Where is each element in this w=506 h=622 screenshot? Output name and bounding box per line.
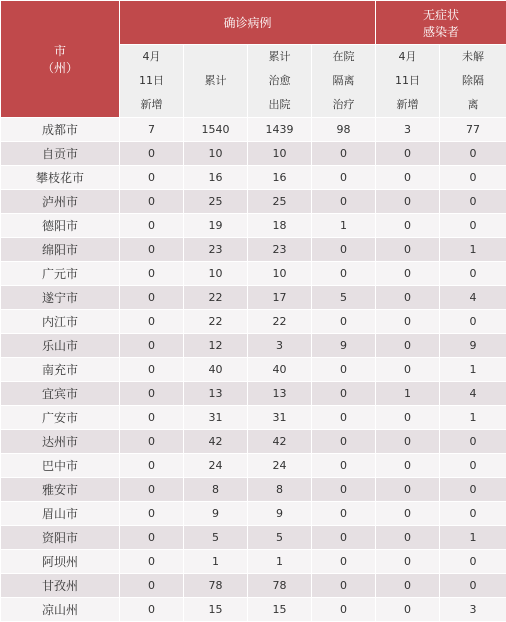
new-cases-cell: 0 [120,190,184,214]
city-header-sub: （州） [1,59,119,76]
col-header-asym-new-line2: 11日 [376,69,439,93]
col-header-cured-line2: 治愈 [248,69,311,93]
hospitalized-cell: 0 [312,382,376,406]
city-header-label: 市 [1,42,119,59]
cured-cell: 10 [248,142,312,166]
city-cell: 绵阳市 [1,238,120,262]
cured-cell: 9 [248,502,312,526]
total-cases-cell: 22 [184,286,248,310]
new-cases-cell: 0 [120,574,184,598]
asym-new-cell: 0 [376,574,440,598]
new-cases-cell: 0 [120,598,184,622]
total-cases-cell: 23 [184,238,248,262]
asym-new-cell: 0 [376,550,440,574]
total-cases-cell: 78 [184,574,248,598]
asym-new-cell: 0 [376,502,440,526]
col-header-hosp-line1: 在院 [312,45,375,69]
city-cell: 攀枝花市 [1,166,120,190]
col-header-asym-new-line1: 4月 [376,45,439,69]
city-cell: 广元市 [1,262,120,286]
new-cases-cell: 0 [120,286,184,310]
asym-isolation-cell: 0 [440,214,506,238]
asym-new-cell: 0 [376,598,440,622]
hospitalized-cell: 0 [312,190,376,214]
new-cases-cell: 0 [120,550,184,574]
asym-isolation-cell: 0 [440,454,506,478]
col-header-cured [248,45,312,118]
new-cases-cell: 0 [120,382,184,406]
asym-isolation-cell: 0 [440,550,506,574]
hospitalized-cell: 0 [312,478,376,502]
asymptomatic-group-header [376,1,506,45]
hospitalized-cell: 0 [312,406,376,430]
asymptomatic-group-line2: 感染者 [376,23,506,40]
total-cases-cell: 10 [184,262,248,286]
table-row [1,214,506,238]
city-cell: 内江市 [1,310,120,334]
city-cell: 宜宾市 [1,382,120,406]
asym-new-cell: 0 [376,478,440,502]
asym-new-cell: 0 [376,262,440,286]
hospitalized-cell: 0 [312,262,376,286]
asym-isolation-cell: 0 [440,430,506,454]
table-row [1,358,506,382]
asym-isolation-cell: 1 [440,238,506,262]
cured-cell: 40 [248,358,312,382]
table-row [1,286,506,310]
asym-new-cell: 0 [376,286,440,310]
asym-isolation-cell: 1 [440,526,506,550]
total-cases-cell: 24 [184,454,248,478]
new-cases-cell: 0 [120,358,184,382]
cured-cell: 1439 [248,118,312,142]
new-cases-cell: 0 [120,478,184,502]
total-cases-cell: 1540 [184,118,248,142]
col-header-hosp-line3: 治疗 [312,93,375,117]
cured-cell: 25 [248,190,312,214]
cured-cell: 5 [248,526,312,550]
asym-isolation-cell: 4 [440,382,506,406]
asym-isolation-cell: 4 [440,286,506,310]
new-cases-cell: 0 [120,430,184,454]
asym-isolation-cell: 0 [440,262,506,286]
new-cases-cell: 0 [120,406,184,430]
asym-isolation-cell: 0 [440,166,506,190]
new-cases-cell: 0 [120,142,184,166]
asym-isolation-cell: 9 [440,334,506,358]
total-cases-cell: 16 [184,166,248,190]
total-cases-cell: 8 [184,478,248,502]
col-header-asym-iso-line2: 除隔 [440,69,506,93]
asym-isolation-cell: 77 [440,118,506,142]
city-cell: 自贡市 [1,142,120,166]
col-header-total-line1: 累计 [184,69,247,93]
new-cases-cell: 0 [120,238,184,262]
city-cell: 德阳市 [1,214,120,238]
hospitalized-cell: 0 [312,598,376,622]
cured-cell: 78 [248,574,312,598]
cured-cell: 3 [248,334,312,358]
col-header-total [184,45,248,118]
city-cell: 遂宁市 [1,286,120,310]
hospitalized-cell: 0 [312,430,376,454]
asym-new-cell: 0 [376,430,440,454]
table-row [1,502,506,526]
col-header-cured-line3: 出院 [248,93,311,117]
cured-cell: 1 [248,550,312,574]
total-cases-cell: 42 [184,430,248,454]
col-header-asym-iso-line3: 离 [440,93,506,117]
asym-isolation-cell: 3 [440,598,506,622]
cured-cell: 10 [248,262,312,286]
cured-cell: 31 [248,406,312,430]
col-header-hospitalized [312,45,376,118]
asym-isolation-cell: 0 [440,190,506,214]
asym-new-cell: 3 [376,118,440,142]
hospitalized-cell: 0 [312,358,376,382]
new-cases-cell: 0 [120,214,184,238]
total-cases-cell: 25 [184,190,248,214]
total-cases-cell: 13 [184,382,248,406]
asym-new-cell: 0 [376,334,440,358]
hospitalized-cell: 5 [312,286,376,310]
hospitalized-cell: 1 [312,214,376,238]
asym-new-cell: 0 [376,190,440,214]
asym-new-cell: 0 [376,406,440,430]
asym-isolation-cell: 0 [440,574,506,598]
table-row [1,190,506,214]
table-row [1,526,506,550]
hospitalized-cell: 0 [312,142,376,166]
asym-new-cell: 1 [376,382,440,406]
total-cases-cell: 5 [184,526,248,550]
hospitalized-cell: 0 [312,574,376,598]
cured-cell: 18 [248,214,312,238]
col-header-new-line3: 新增 [120,93,183,117]
asym-isolation-cell: 0 [440,478,506,502]
city-cell: 凉山州 [1,598,120,622]
col-header-new-line2: 11日 [120,69,183,93]
hospitalized-cell: 0 [312,502,376,526]
asym-new-cell: 0 [376,214,440,238]
new-cases-cell: 0 [120,526,184,550]
city-cell: 泸州市 [1,190,120,214]
table-row [1,406,506,430]
hospitalized-cell: 98 [312,118,376,142]
total-cases-cell: 19 [184,214,248,238]
city-cell: 成都市 [1,118,120,142]
cured-cell: 8 [248,478,312,502]
table-row [1,598,506,622]
asym-new-cell: 0 [376,142,440,166]
city-cell: 巴中市 [1,454,120,478]
table-row [1,478,506,502]
cured-cell: 23 [248,238,312,262]
table-row [1,334,506,358]
asym-new-cell: 0 [376,454,440,478]
new-cases-cell: 0 [120,166,184,190]
col-header-asym-isolation [440,45,506,118]
header-row-1 [1,1,506,45]
city-cell: 广安市 [1,406,120,430]
cured-cell: 13 [248,382,312,406]
hospitalized-cell: 9 [312,334,376,358]
table-row [1,238,506,262]
asym-new-cell: 0 [376,166,440,190]
new-cases-cell: 0 [120,334,184,358]
table-body [1,118,506,622]
total-cases-cell: 22 [184,310,248,334]
asymptomatic-group-line1: 无症状 [376,6,506,23]
new-cases-cell: 7 [120,118,184,142]
cured-cell: 17 [248,286,312,310]
table-row [1,550,506,574]
total-cases-cell: 1 [184,550,248,574]
total-cases-cell: 10 [184,142,248,166]
table-row [1,382,506,406]
city-cell: 雅安市 [1,478,120,502]
hospitalized-cell: 0 [312,310,376,334]
total-cases-cell: 31 [184,406,248,430]
cured-cell: 42 [248,430,312,454]
col-header-asym-new-line3: 新增 [376,93,439,117]
city-cell: 甘孜州 [1,574,120,598]
table-row [1,454,506,478]
city-cell: 乐山市 [1,334,120,358]
asym-new-cell: 0 [376,310,440,334]
hospitalized-cell: 0 [312,454,376,478]
total-cases-cell: 12 [184,334,248,358]
new-cases-cell: 0 [120,262,184,286]
city-cell: 资阳市 [1,526,120,550]
cured-cell: 24 [248,454,312,478]
city-cell: 眉山市 [1,502,120,526]
city-cell: 达州市 [1,430,120,454]
hospitalized-cell: 0 [312,166,376,190]
asym-isolation-cell: 0 [440,502,506,526]
city-cell: 阿坝州 [1,550,120,574]
col-header-asym-iso-line1: 未解 [440,45,506,69]
table-row [1,430,506,454]
asym-new-cell: 0 [376,526,440,550]
table-row [1,118,506,142]
hospitalized-cell: 0 [312,526,376,550]
total-cases-cell: 9 [184,502,248,526]
table-row [1,142,506,166]
table-row [1,262,506,286]
total-cases-cell: 40 [184,358,248,382]
table-row [1,574,506,598]
asym-isolation-cell: 0 [440,142,506,166]
asym-new-cell: 0 [376,238,440,262]
total-cases-cell: 15 [184,598,248,622]
city-header [1,1,120,118]
new-cases-cell: 0 [120,310,184,334]
col-header-hosp-line2: 隔离 [312,69,375,93]
cured-cell: 22 [248,310,312,334]
col-header-new-line1: 4月 [120,45,183,69]
new-cases-cell: 0 [120,502,184,526]
confirmed-group-header: 确诊病例 [120,1,376,45]
col-header-new [120,45,184,118]
asym-new-cell: 0 [376,358,440,382]
table-row [1,310,506,334]
hospitalized-cell: 0 [312,550,376,574]
asym-isolation-cell: 1 [440,358,506,382]
cured-cell: 16 [248,166,312,190]
col-header-asym-new [376,45,440,118]
hospitalized-cell: 0 [312,238,376,262]
new-cases-cell: 0 [120,454,184,478]
col-header-cured-line1: 累计 [248,45,311,69]
table-row [1,166,506,190]
asym-isolation-cell: 0 [440,310,506,334]
asym-isolation-cell: 1 [440,406,506,430]
cured-cell: 15 [248,598,312,622]
city-cell: 南充市 [1,358,120,382]
